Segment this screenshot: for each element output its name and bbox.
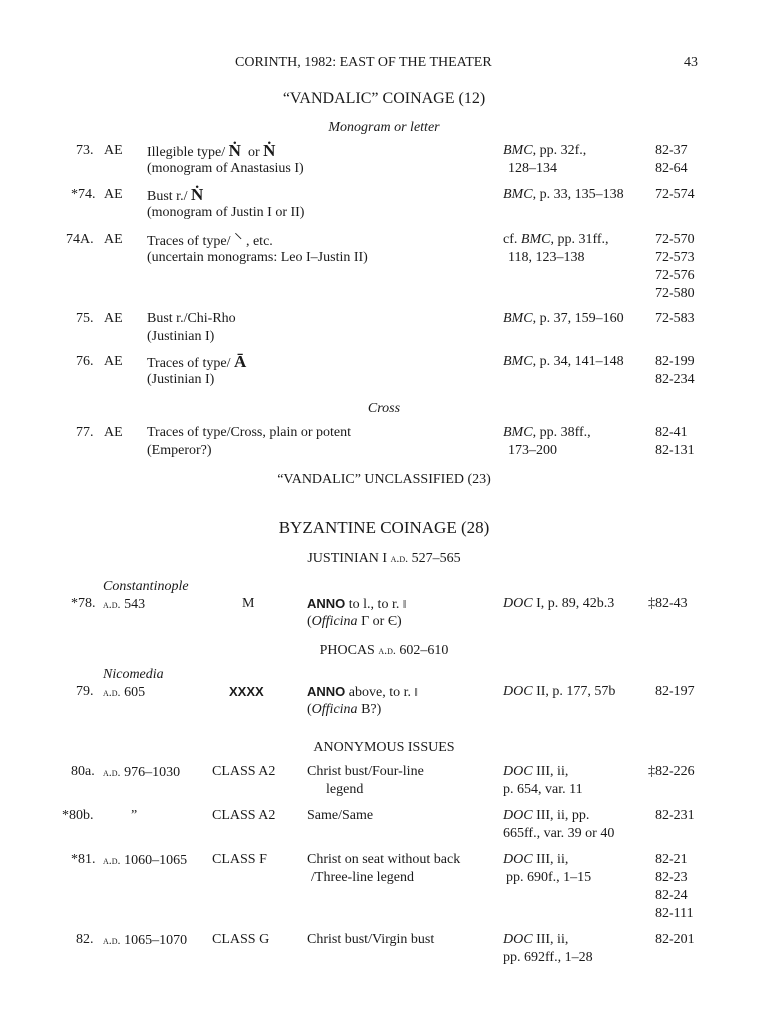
entry-reference: BMC, p. 33, 135–138 xyxy=(503,187,624,202)
inventory-number: 82-131 xyxy=(655,443,695,458)
entry-reference-line2: 665ff., var. 39 or 40 xyxy=(503,826,615,841)
anonymous-issues-heading: ANONYMOUS ISSUES xyxy=(313,740,455,755)
entry-description-line2: (Officina B?) xyxy=(307,702,382,717)
entry-description: Illegible type/ Ṅ or Ṅ xyxy=(147,141,276,160)
inventory-number: 72-573 xyxy=(655,250,695,265)
reign-heading-phocas: PHOCAS a.d. 602–610 xyxy=(319,643,449,658)
inventory-number: 82-199 xyxy=(655,354,695,369)
year-numeral-icon: ǁ xyxy=(402,597,407,611)
entry-date: a.d. 605 xyxy=(103,685,146,700)
entry-description-line2: (monogram of Justin I or II) xyxy=(147,205,305,220)
inventory-number: 82-64 xyxy=(655,161,688,176)
entry-description: Traces of type/Cross, plain or potent xyxy=(147,425,352,440)
entry-date: a.d. 543 xyxy=(103,597,146,612)
mint-name: Nicomedia xyxy=(103,667,164,682)
entry-date: a.d. 976–1030 xyxy=(103,765,181,780)
entry-reference: DOC III, ii, pp. xyxy=(503,808,590,823)
vandalic-unclassified: “VANDALIC” UNCLASSIFIED (23) xyxy=(277,472,491,487)
inventory-number: 72-580 xyxy=(655,286,695,301)
entry-number: 82. xyxy=(76,932,94,947)
monogram-justinian-icon: Ā xyxy=(233,352,247,371)
entry-metal: AE xyxy=(104,143,123,158)
entry-description-line2: (Officina Γ or Є) xyxy=(307,614,402,629)
inventory-number: 82-24 xyxy=(655,888,688,903)
inventory-number: 82-234 xyxy=(655,372,695,387)
entry-description: Bust r./ Ṅ xyxy=(147,185,204,204)
entry-number: 79. xyxy=(76,684,94,699)
entry-class: CLASS A2 xyxy=(212,764,276,779)
entry-class: CLASS A2 xyxy=(212,808,276,823)
entry-reference: DOC III, ii, xyxy=(503,852,569,867)
entry-metal: AE xyxy=(104,354,123,369)
entry-description: ANNO above, to r. ǁ xyxy=(307,684,418,700)
entry-description: Traces of type/ ⸌ , etc. xyxy=(147,230,273,249)
inventory-number: 82-23 xyxy=(655,870,688,885)
inventory-number: 72-576 xyxy=(655,268,695,283)
entry-reference: cf. BMC, pp. 31ff., xyxy=(503,232,609,247)
entry-denomination: XXXX xyxy=(229,684,264,699)
entry-date: a.d. 1060–1065 xyxy=(103,853,188,868)
reign-heading-justinian: JUSTINIAN I a.d. 527–565 xyxy=(307,551,461,566)
inventory-number: 82-197 xyxy=(655,684,695,699)
inventory-number: 82-231 xyxy=(655,808,695,823)
section-heading-byzantine: BYZANTINE COINAGE (28) xyxy=(278,518,490,537)
entry-reference: BMC, p. 34, 141–148 xyxy=(503,354,624,369)
entry-number: 73. xyxy=(76,143,94,158)
entry-number: *80b. xyxy=(62,808,94,823)
monogram-justin-icon: Ṅ xyxy=(190,185,204,204)
entry-class: CLASS G xyxy=(212,932,270,947)
entry-description-line2: (monogram of Anastasius I) xyxy=(147,161,304,176)
entry-metal: AE xyxy=(104,232,123,247)
uncertain-monogram-icon: ⸌ xyxy=(233,230,243,249)
entry-reference: DOC I, p. 89, 42b.3 xyxy=(503,596,615,611)
year-numeral-icon: ǁ xyxy=(414,685,418,699)
inventory-number: 72-583 xyxy=(655,311,695,326)
entry-description-line2: (Emperor?) xyxy=(147,443,212,458)
entry-description-line2: (uncertain monograms: Leo I–Justin II) xyxy=(147,250,368,265)
subheading-monogram: Monogram or letter xyxy=(328,120,440,135)
entry-description: Bust r./Chi-Rho xyxy=(147,311,236,326)
entry-description: Traces of type/ Ā xyxy=(147,352,247,371)
entry-description-line2: (Justinian I) xyxy=(147,372,215,387)
mint-name: Constantinople xyxy=(103,579,189,594)
inventory-number: 82-37 xyxy=(655,143,688,158)
running-title: CORINTH, 1982: EAST OF THE THEATER xyxy=(235,55,492,70)
inventory-number: ‡82-43 xyxy=(648,596,688,611)
entry-number: 76. xyxy=(76,354,94,369)
entry-reference: DOC III, ii, xyxy=(503,764,569,779)
entry-reference: BMC, pp. 38ff., xyxy=(503,425,591,440)
inventory-number: 82-41 xyxy=(655,425,688,440)
entry-description: Christ bust/Four-line xyxy=(307,764,424,779)
entry-number: *78. xyxy=(71,596,96,611)
entry-number: *74. xyxy=(71,187,96,202)
monogram-anastasius-variant-icon: Ṅ xyxy=(263,141,276,160)
entry-denomination: M xyxy=(242,596,255,611)
entry-number: 75. xyxy=(76,311,94,326)
inventory-number: 72-574 xyxy=(655,187,695,202)
entry-number: 74A. xyxy=(66,232,94,247)
entry-metal: AE xyxy=(104,425,123,440)
entry-reference-line2: 128–134 xyxy=(508,161,557,176)
entry-number: *81. xyxy=(71,852,96,867)
entry-reference: DOC III, ii, xyxy=(503,932,569,947)
entry-description-line2: (Justinian I) xyxy=(147,329,215,344)
inventory-number: 72-570 xyxy=(655,232,695,247)
inventory-number: ‡82-226 xyxy=(648,764,695,779)
entry-date: a.d. 1065–1070 xyxy=(103,933,188,948)
entry-number: 80a. xyxy=(71,764,95,779)
section-heading-vandalic: “VANDALIC” COINAGE (12) xyxy=(282,90,486,107)
entry-reference-line2: pp. 692ff., 1–28 xyxy=(503,950,593,965)
inventory-number: 82-201 xyxy=(655,932,695,947)
entry-description-line2: legend xyxy=(326,782,364,797)
entry-reference-line2: pp. 690f., 1–15 xyxy=(506,870,592,885)
entry-reference: BMC, p. 37, 159–160 xyxy=(503,311,624,326)
entry-reference: BMC, pp. 32f., xyxy=(503,143,587,158)
entry-reference-line2: p. 654, var. 11 xyxy=(503,782,583,797)
entry-description: Christ bust/Virgin bust xyxy=(307,932,435,947)
entry-reference-line2: 118, 123–138 xyxy=(508,250,585,265)
inventory-number: 82-21 xyxy=(655,852,688,867)
entry-class: CLASS F xyxy=(212,852,267,867)
entry-description-line2: /Three-line legend xyxy=(311,870,415,885)
subheading-cross: Cross xyxy=(367,401,401,416)
monogram-anastasius-icon: Ṅ xyxy=(228,141,241,160)
entry-reference: DOC II, p. 177, 57b xyxy=(503,684,616,699)
entry-metal: AE xyxy=(104,187,123,202)
ditto-mark: ” xyxy=(131,808,138,823)
page-number: 43 xyxy=(684,55,698,70)
entry-description: Same/Same xyxy=(307,808,374,823)
entry-reference-line2: 173–200 xyxy=(508,443,557,458)
entry-description: ANNO to l., to r. ǁ xyxy=(307,596,407,612)
entry-description: Christ on seat without back xyxy=(307,852,461,867)
entry-number: 77. xyxy=(76,425,94,440)
inventory-number: 82-111 xyxy=(655,906,694,921)
entry-metal: AE xyxy=(104,311,123,326)
